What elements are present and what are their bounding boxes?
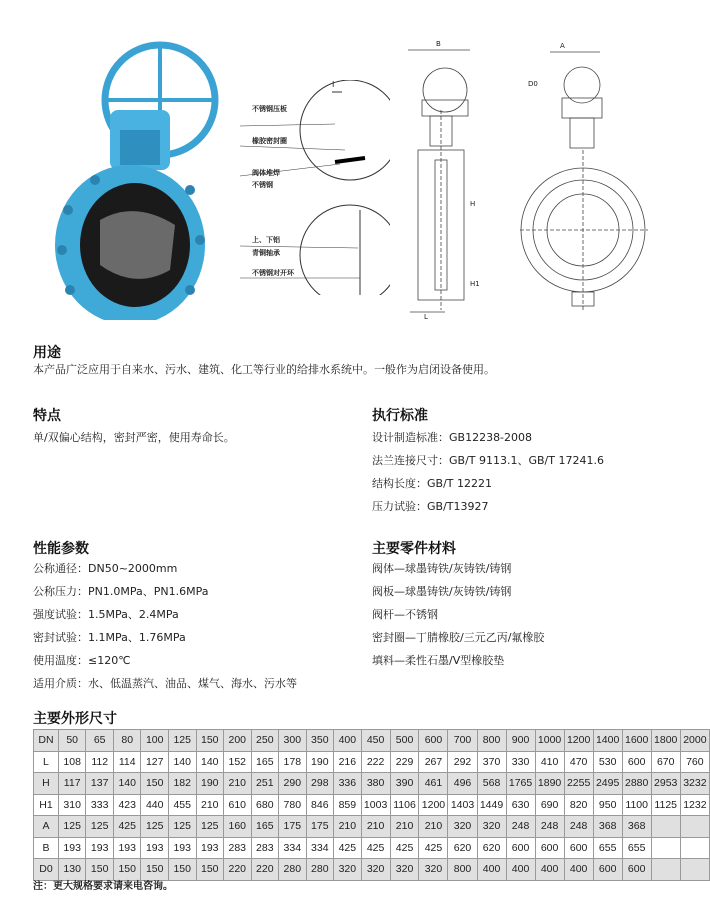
row-header: L — [34, 751, 59, 773]
table-cell: 140 — [113, 773, 141, 795]
dimensions-table — [33, 729, 710, 881]
table-cell: 222 — [361, 751, 390, 773]
table-cell: 114 — [113, 751, 141, 773]
table-cell: 400 — [564, 859, 593, 881]
table-cell: 400 — [506, 859, 535, 881]
table-cell: 125 — [168, 730, 196, 752]
row-header: D0 — [34, 859, 59, 881]
table-cell: 150 — [168, 859, 196, 881]
material-item: 阀体—球墨铸铁/灰铸铁/铸钢 — [372, 562, 512, 575]
table-cell: 500 — [390, 730, 419, 752]
material-item: 阀杆—不锈钢 — [372, 608, 438, 621]
table-cell: 800 — [477, 730, 506, 752]
table-cell: 200 — [224, 730, 252, 752]
table-cell: 620 — [448, 837, 477, 859]
table-cell: 193 — [58, 837, 86, 859]
table-cell: 470 — [564, 751, 593, 773]
table-cell: 248 — [564, 816, 593, 838]
table-cell: 1232 — [680, 794, 709, 816]
table-cell: 267 — [419, 751, 448, 773]
standard-item: 设计制造标准：GB12238-2008 — [372, 431, 533, 444]
table-cell: 450 — [361, 730, 390, 752]
table-cell: 368 — [593, 816, 622, 838]
table-cell: 670 — [651, 751, 680, 773]
table-cell: 210 — [334, 816, 362, 838]
table-cell: 1106 — [390, 794, 419, 816]
table-cell: 150 — [141, 773, 169, 795]
table-cell: 125 — [141, 816, 169, 838]
table-cell: 1600 — [622, 730, 651, 752]
table-cell: 190 — [196, 773, 224, 795]
table-cell: 193 — [141, 837, 169, 859]
table-cell: 1403 — [448, 794, 477, 816]
side-view-drawing — [400, 40, 480, 320]
table-cell: 320 — [334, 859, 362, 881]
table-cell: 1125 — [651, 794, 680, 816]
callout-label: 青铜轴承 — [252, 249, 280, 257]
table-cell: 334 — [306, 837, 334, 859]
table-cell: 461 — [419, 773, 448, 795]
table-cell: 125 — [58, 816, 86, 838]
table-cell — [651, 816, 680, 838]
performance-item: 适用介质：水、低温蒸汽、油品、煤气、海水、污水等 — [33, 677, 297, 690]
table-cell: 137 — [86, 773, 114, 795]
materials-heading: 主要零件材料 — [372, 541, 456, 557]
section-mark: I — [332, 80, 335, 89]
table-cell: 846 — [306, 794, 334, 816]
dim-label-a: A — [560, 42, 565, 50]
table-cell: 165 — [251, 816, 279, 838]
table-cell: 700 — [448, 730, 477, 752]
table-cell: 600 — [622, 859, 651, 881]
table-cell: 530 — [593, 751, 622, 773]
table-cell: 1003 — [361, 794, 390, 816]
table-cell: 80 — [113, 730, 141, 752]
table-cell: 400 — [477, 859, 506, 881]
table-cell: 620 — [477, 837, 506, 859]
table-cell: 900 — [506, 730, 535, 752]
table-cell: 175 — [306, 816, 334, 838]
table-cell: 496 — [448, 773, 477, 795]
table-cell: 160 — [224, 816, 252, 838]
table-cell: 600 — [564, 837, 593, 859]
table-cell: 193 — [113, 837, 141, 859]
table-cell: 1100 — [622, 794, 651, 816]
performance-list — [33, 557, 297, 695]
table-cell: 600 — [593, 859, 622, 881]
table-cell: 193 — [168, 837, 196, 859]
dimensions-heading: 主要外形尺寸 — [33, 711, 117, 727]
table-cell: 150 — [141, 859, 169, 881]
table-cell: 368 — [622, 816, 651, 838]
table-cell: 2255 — [564, 773, 593, 795]
table-cell: 320 — [448, 816, 477, 838]
standard-item: 结构长度：GB/T 12221 — [372, 477, 492, 490]
callout-label: 不锈钢压板 — [252, 105, 287, 113]
table-cell — [651, 837, 680, 859]
table-cell: 210 — [419, 816, 448, 838]
dim-label-l: L — [424, 313, 428, 321]
table-cell: 150 — [113, 859, 141, 881]
table-cell: 65 — [86, 730, 114, 752]
table-row — [34, 794, 710, 816]
table-cell: 330 — [506, 751, 535, 773]
materials-list — [372, 557, 544, 672]
table-cell: 425 — [419, 837, 448, 859]
table-cell: 216 — [334, 751, 362, 773]
table-cell: 283 — [224, 837, 252, 859]
table-cell: 310 — [58, 794, 86, 816]
table-cell: 100 — [141, 730, 169, 752]
table-cell: 152 — [224, 751, 252, 773]
table-cell: 440 — [141, 794, 169, 816]
callout-label: 不锈钢对开环 — [252, 269, 294, 277]
table-cell: 290 — [279, 773, 307, 795]
table-cell: 130 — [58, 859, 86, 881]
table-cell: 333 — [86, 794, 114, 816]
table-cell — [651, 859, 680, 881]
table-cell: 250 — [251, 730, 279, 752]
table-cell: 350 — [306, 730, 334, 752]
table-cell: 127 — [141, 751, 169, 773]
table-cell: 229 — [390, 751, 419, 773]
table-cell: 150 — [196, 730, 224, 752]
table-cell — [680, 816, 709, 838]
table-row — [34, 773, 710, 795]
table-cell: 2000 — [680, 730, 709, 752]
row-header: B — [34, 837, 59, 859]
table-cell: 320 — [419, 859, 448, 881]
dim-label-b: B — [436, 40, 441, 48]
standards-heading: 执行标准 — [372, 408, 428, 424]
table-cell: 220 — [224, 859, 252, 881]
table-cell: 334 — [279, 837, 307, 859]
table-cell: 178 — [279, 751, 307, 773]
table-cell: 108 — [58, 751, 86, 773]
table-cell: 193 — [196, 837, 224, 859]
table-cell: 190 — [306, 751, 334, 773]
table-cell: 370 — [477, 751, 506, 773]
row-header: H1 — [34, 794, 59, 816]
table-cell: 425 — [113, 816, 141, 838]
table-cell: 655 — [593, 837, 622, 859]
table-cell: 680 — [251, 794, 279, 816]
material-item: 密封圈—丁腈橡胶/三元乙丙/氟橡胶 — [372, 631, 545, 644]
table-cell: 112 — [86, 751, 114, 773]
table-cell: 150 — [196, 859, 224, 881]
table-cell: 950 — [593, 794, 622, 816]
table-cell: 210 — [224, 773, 252, 795]
table-cell: 600 — [506, 837, 535, 859]
front-view-drawing — [520, 40, 650, 320]
features-text: 单/双偏心结构，密封严密，使用寿命长。 — [33, 431, 235, 444]
row-header: H — [34, 773, 59, 795]
table-cell: 210 — [361, 816, 390, 838]
table-cell: 320 — [477, 816, 506, 838]
table-cell: 410 — [535, 751, 564, 773]
table-row — [34, 730, 710, 752]
dimensions-note: 注：更大规格要求请来电咨询。 — [33, 881, 173, 892]
usage-text: 本产品广泛应用于自来水、污水、建筑、化工等行业的给排水系统中。一般作为启闭设备使用。 — [33, 363, 495, 376]
table-cell: 2953 — [651, 773, 680, 795]
table-row — [34, 816, 710, 838]
table-cell: 117 — [58, 773, 86, 795]
table-cell: 150 — [86, 859, 114, 881]
table-cell: 182 — [168, 773, 196, 795]
material-item: 填料—柔性石墨/V型橡胶垫 — [372, 654, 505, 667]
table-cell: 1800 — [651, 730, 680, 752]
table-cell: 1449 — [477, 794, 506, 816]
performance-item: 公称压力：PN1.0MPa、PN1.6MPa — [33, 585, 209, 598]
table-cell: 2495 — [593, 773, 622, 795]
table-cell: 600 — [535, 837, 564, 859]
dim-label-h: H — [470, 200, 476, 208]
table-cell: 425 — [390, 837, 419, 859]
valve-photo — [40, 40, 240, 320]
table-cell: 1200 — [564, 730, 593, 752]
table-cell: 210 — [196, 794, 224, 816]
table-cell: 380 — [361, 773, 390, 795]
table-row — [34, 751, 710, 773]
table-cell: 630 — [506, 794, 535, 816]
table-cell: 820 — [564, 794, 593, 816]
table-cell: 292 — [448, 751, 477, 773]
material-item: 阀板—球墨铸铁/灰铸铁/铸钢 — [372, 585, 512, 598]
table-cell: 2880 — [622, 773, 651, 795]
performance-item: 强度试验：1.5MPa、2.4MPa — [33, 608, 179, 621]
callout-label: 橡胶密封圈 — [252, 137, 287, 145]
table-cell: 600 — [622, 751, 651, 773]
usage-heading: 用途 — [33, 345, 61, 361]
table-cell: 125 — [168, 816, 196, 838]
table-cell: 248 — [506, 816, 535, 838]
table-cell: 175 — [279, 816, 307, 838]
table-cell — [680, 837, 709, 859]
callout-label: 不锈钢 — [252, 181, 273, 189]
table-cell: 425 — [361, 837, 390, 859]
table-cell: 3232 — [680, 773, 709, 795]
table-cell: 320 — [361, 859, 390, 881]
table-cell: 125 — [196, 816, 224, 838]
table-cell: 400 — [535, 859, 564, 881]
table-cell: 1200 — [419, 794, 448, 816]
table-cell: 600 — [419, 730, 448, 752]
table-cell: 655 — [622, 837, 651, 859]
table-cell: 800 — [448, 859, 477, 881]
table-cell: 610 — [224, 794, 252, 816]
table-cell: 283 — [251, 837, 279, 859]
table-cell: 140 — [168, 751, 196, 773]
table-cell: 1890 — [535, 773, 564, 795]
table-cell: 780 — [279, 794, 307, 816]
table-cell: 1765 — [506, 773, 535, 795]
table-cell: 400 — [334, 730, 362, 752]
table-cell: 125 — [86, 816, 114, 838]
dim-label-h1: H1 — [470, 280, 480, 288]
table-cell: 690 — [535, 794, 564, 816]
table-cell: 248 — [535, 816, 564, 838]
features-heading: 特点 — [33, 408, 61, 424]
performance-item: 公称通径：DN50~2000mm — [33, 562, 178, 575]
table-cell: 455 — [168, 794, 196, 816]
standard-item: 压力试验：GB/T13927 — [372, 500, 489, 513]
table-cell: 140 — [196, 751, 224, 773]
table-cell: 220 — [251, 859, 279, 881]
table-cell: 50 — [58, 730, 86, 752]
table-cell — [680, 859, 709, 881]
performance-heading: 性能参数 — [33, 541, 89, 557]
standard-item: 法兰连接尺寸：GB/T 9113.1、GB/T 17241.6 — [372, 454, 604, 467]
standards-list — [372, 426, 604, 518]
table-cell: 1000 — [535, 730, 564, 752]
callout-label: 上、下铝 — [252, 236, 280, 244]
callout-label: 阀体堆焊 — [252, 169, 280, 177]
dim-label-d0: D0 — [528, 80, 538, 88]
table-cell: 280 — [306, 859, 334, 881]
table-cell: 760 — [680, 751, 709, 773]
table-cell: 336 — [334, 773, 362, 795]
table-cell: 1400 — [593, 730, 622, 752]
table-cell: 568 — [477, 773, 506, 795]
table-cell: 300 — [279, 730, 307, 752]
table-cell: 390 — [390, 773, 419, 795]
table-cell: 859 — [334, 794, 362, 816]
performance-item: 密封试验：1.1MPa、1.76MPa — [33, 631, 186, 644]
row-header: A — [34, 816, 59, 838]
table-cell: 425 — [334, 837, 362, 859]
table-cell: 298 — [306, 773, 334, 795]
table-cell: 193 — [86, 837, 114, 859]
table-cell: 251 — [251, 773, 279, 795]
performance-item: 使用温度：≤120℃ — [33, 654, 131, 667]
table-cell: 165 — [251, 751, 279, 773]
row-header: DN — [34, 730, 59, 752]
table-cell: 210 — [390, 816, 419, 838]
seal-detail-drawing — [240, 80, 390, 295]
table-cell: 423 — [113, 794, 141, 816]
table-cell: 280 — [279, 859, 307, 881]
table-cell: 320 — [390, 859, 419, 881]
table-row — [34, 837, 710, 859]
